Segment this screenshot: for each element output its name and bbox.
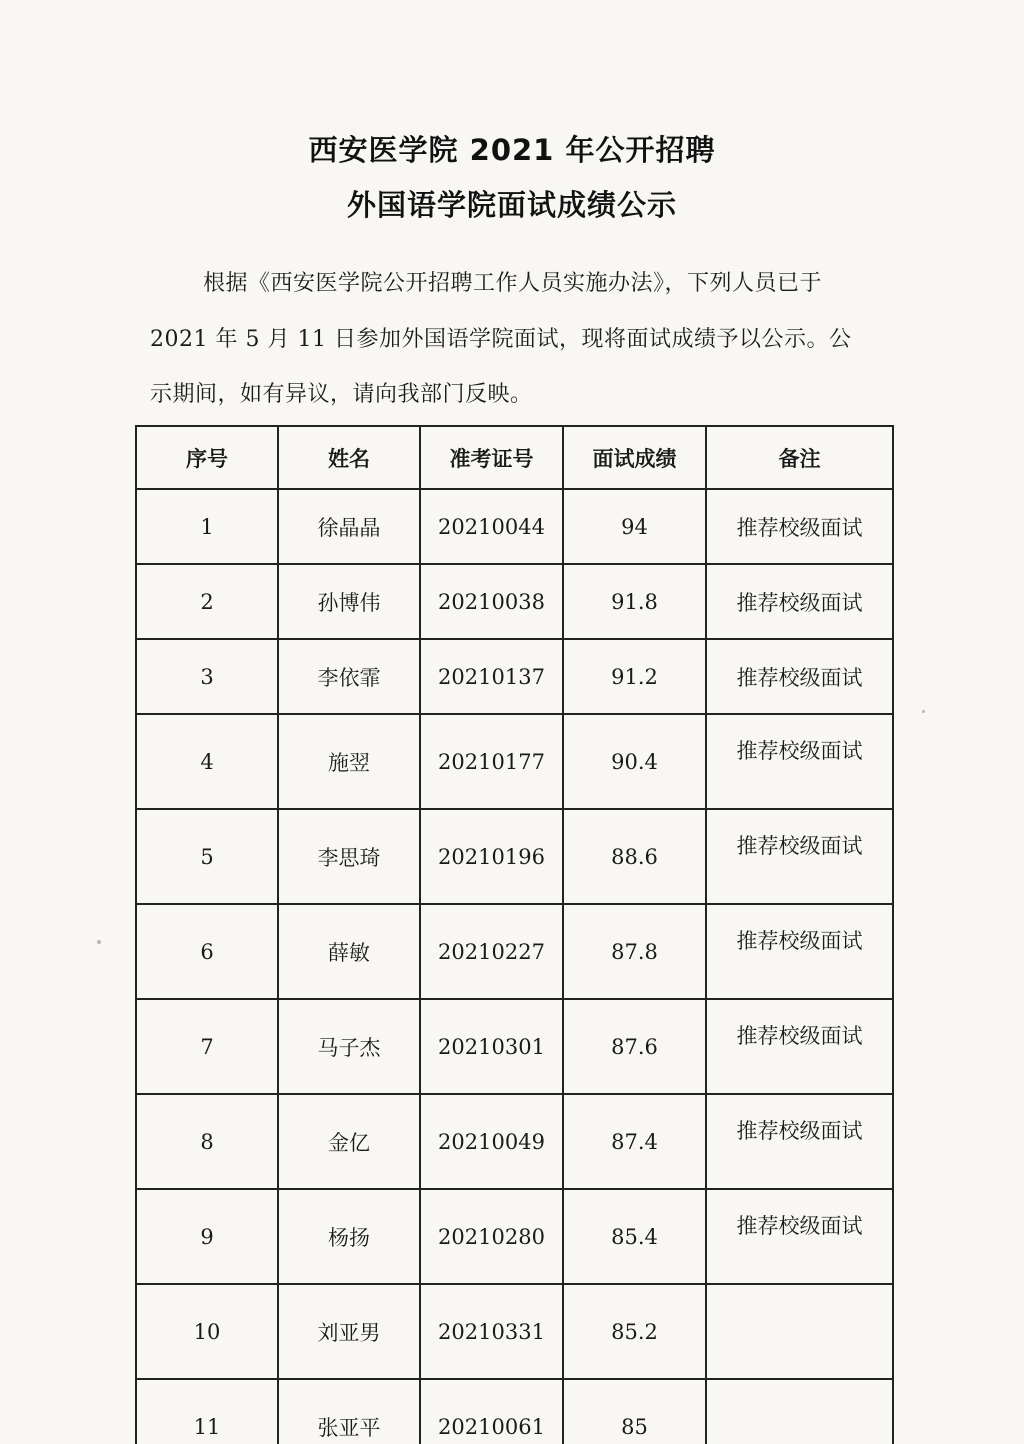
cell-remarks: 推荐校级面试 bbox=[706, 714, 893, 809]
cell-exam-id: 20210044 bbox=[420, 489, 563, 564]
cell-name: 薛敏 bbox=[278, 904, 420, 999]
table-row bbox=[136, 489, 893, 564]
cell-exam-id: 20210061 bbox=[420, 1379, 563, 1444]
scan-speck bbox=[97, 940, 101, 944]
notice-paragraph-line2: 2021 年 5 月 11 日参加外国语学院面试，现将面试成绩予以公示。公 bbox=[150, 327, 852, 352]
document-title-line2: 外国语学院面试成绩公示 bbox=[346, 188, 677, 222]
cell-remarks bbox=[706, 1379, 893, 1444]
cell-interview-score: 85 bbox=[563, 1379, 706, 1444]
cell-interview-score: 91.8 bbox=[563, 564, 706, 639]
table-row bbox=[136, 999, 893, 1094]
cell-remarks: 推荐校级面试 bbox=[706, 1094, 893, 1189]
cell-name: 刘亚男 bbox=[278, 1284, 420, 1379]
interview-scores-table bbox=[135, 425, 894, 1444]
cell-interview-score: 90.4 bbox=[563, 714, 706, 809]
cell-name: 孙博伟 bbox=[278, 564, 420, 639]
table-row bbox=[136, 639, 893, 714]
table-row bbox=[136, 904, 893, 999]
cell-remarks: 推荐校级面试 bbox=[706, 1189, 893, 1284]
cell-remarks: 推荐校级面试 bbox=[706, 904, 893, 999]
header-interview-score: 面试成绩 bbox=[563, 426, 706, 489]
cell-exam-id: 20210049 bbox=[420, 1094, 563, 1189]
table-row bbox=[136, 1189, 893, 1284]
cell-remarks: 推荐校级面试 bbox=[706, 999, 893, 1094]
cell-interview-score: 87.8 bbox=[563, 904, 706, 999]
cell-exam-id: 20210331 bbox=[420, 1284, 563, 1379]
cell-name: 张亚平 bbox=[278, 1379, 420, 1444]
cell-exam-id: 20210280 bbox=[420, 1189, 563, 1284]
notice-paragraph-line1: 根据《西安医学院公开招聘工作人员实施办法》，下列人员已于 bbox=[203, 271, 823, 296]
cell-exam-id: 20210137 bbox=[420, 639, 563, 714]
cell-exam-id: 20210301 bbox=[420, 999, 563, 1094]
cell-interview-score: 87.4 bbox=[563, 1094, 706, 1189]
cell-name: 施翌 bbox=[278, 714, 420, 809]
table-header-row bbox=[136, 426, 893, 489]
cell-exam-id: 20210038 bbox=[420, 564, 563, 639]
cell-name: 马子杰 bbox=[278, 999, 420, 1094]
table-row bbox=[136, 809, 893, 904]
cell-remarks: 推荐校级面试 bbox=[706, 489, 893, 564]
table-row bbox=[136, 564, 893, 639]
table-row bbox=[136, 1379, 893, 1444]
table-row bbox=[136, 714, 893, 809]
cell-remarks: 推荐校级面试 bbox=[706, 809, 893, 904]
cell-remarks: 推荐校级面试 bbox=[706, 639, 893, 714]
cell-serial-number: 3 bbox=[136, 639, 278, 714]
cell-serial-number: 11 bbox=[136, 1379, 278, 1444]
cell-interview-score: 91.2 bbox=[563, 639, 706, 714]
header-serial-number: 序号 bbox=[136, 426, 278, 489]
table-body bbox=[136, 489, 893, 1444]
cell-serial-number: 5 bbox=[136, 809, 278, 904]
header-name: 姓名 bbox=[278, 426, 420, 489]
cell-name: 李依霏 bbox=[278, 639, 420, 714]
header-exam-id: 准考证号 bbox=[420, 426, 563, 489]
cell-serial-number: 1 bbox=[136, 489, 278, 564]
cell-remarks bbox=[706, 1284, 893, 1379]
table-row bbox=[136, 1094, 893, 1189]
cell-serial-number: 7 bbox=[136, 999, 278, 1094]
cell-interview-score: 94 bbox=[563, 489, 706, 564]
cell-remarks: 推荐校级面试 bbox=[706, 564, 893, 639]
cell-interview-score: 88.6 bbox=[563, 809, 706, 904]
table-row bbox=[136, 1284, 893, 1379]
cell-name: 杨扬 bbox=[278, 1189, 420, 1284]
cell-interview-score: 87.6 bbox=[563, 999, 706, 1094]
cell-serial-number: 4 bbox=[136, 714, 278, 809]
header-remarks: 备注 bbox=[706, 426, 893, 489]
cell-interview-score: 85.4 bbox=[563, 1189, 706, 1284]
document-title-line1: 西安医学院 2021 年公开招聘 bbox=[308, 133, 716, 167]
cell-serial-number: 2 bbox=[136, 564, 278, 639]
cell-serial-number: 10 bbox=[136, 1284, 278, 1379]
cell-interview-score: 85.2 bbox=[563, 1284, 706, 1379]
cell-serial-number: 8 bbox=[136, 1094, 278, 1189]
scan-speck bbox=[922, 710, 925, 713]
notice-paragraph-line3: 示期间，如有异议，请向我部门反映。 bbox=[150, 382, 533, 407]
cell-exam-id: 20210196 bbox=[420, 809, 563, 904]
cell-exam-id: 20210227 bbox=[420, 904, 563, 999]
cell-name: 金亿 bbox=[278, 1094, 420, 1189]
cell-name: 徐晶晶 bbox=[278, 489, 420, 564]
cell-name: 李思琦 bbox=[278, 809, 420, 904]
cell-exam-id: 20210177 bbox=[420, 714, 563, 809]
cell-serial-number: 6 bbox=[136, 904, 278, 999]
cell-serial-number: 9 bbox=[136, 1189, 278, 1284]
